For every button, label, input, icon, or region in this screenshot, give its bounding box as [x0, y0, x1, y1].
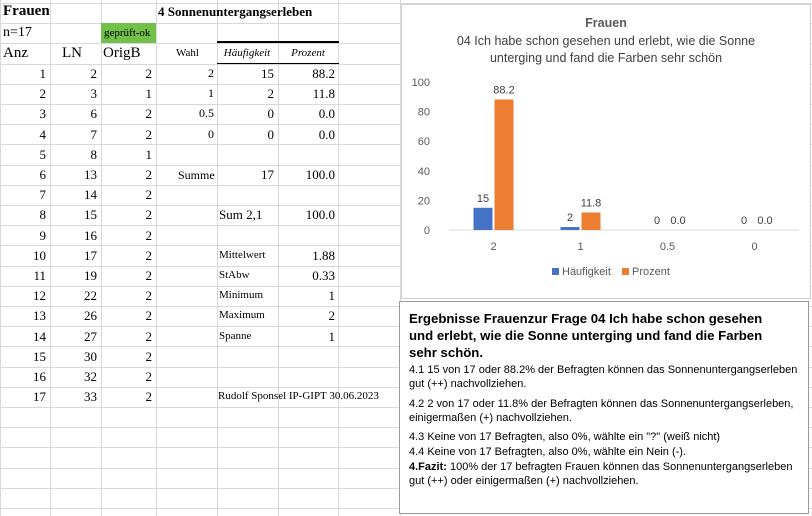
bar-prozent	[582, 213, 601, 230]
row-anz: 10	[33, 248, 46, 263]
freq-wahl: 0	[208, 127, 214, 141]
row-ln: 7	[90, 127, 97, 142]
row-ln: 2	[90, 66, 97, 81]
bar-prozent	[495, 99, 514, 230]
x-tick-label: 2	[490, 241, 497, 253]
chart-subtitle-line: 04 Ich habe schon gesehen und erlebt, wie die Sonne	[456, 34, 756, 48]
stat-label: Maximum	[219, 309, 265, 321]
result-line-2: 4.2 2 von 17 oder 11.8% der Befragten können das Sonnenuntergangserleben, einigermaßen (+) nachvollziehen.	[409, 398, 794, 424]
row-origb: 2	[145, 369, 152, 384]
row-origb: 2	[145, 268, 152, 283]
row-ln: 22	[84, 288, 97, 303]
freq-wahl: 1	[208, 86, 214, 100]
row-origb: 2	[145, 349, 152, 364]
row-anz: 16	[33, 369, 46, 384]
row-origb: 2	[145, 127, 152, 142]
results-textbox[interactable]	[399, 301, 809, 514]
stat-label: StAbw	[219, 269, 250, 281]
bar-chart	[402, 5, 810, 298]
row-ln: 14	[84, 187, 97, 202]
data-label: 0.0	[757, 215, 773, 227]
row-ln: 26	[84, 308, 97, 323]
data-label: 2	[566, 212, 574, 225]
header-wahl: Wahl	[176, 47, 199, 59]
column-gridline	[338, 0, 339, 516]
y-tick-label: 100	[411, 77, 430, 89]
freq-prozent: 88.2	[312, 66, 335, 81]
row-anz: 6	[39, 167, 46, 182]
bar-haeufigkeit	[474, 208, 493, 230]
row-ln: 13	[84, 167, 97, 182]
data-label: 11.8	[580, 197, 602, 210]
header-anz: Anz	[3, 45, 28, 61]
header-origb: OrigB	[103, 45, 141, 61]
fazit-text: 100% der 17 befragten Frauen können das Sonnenuntergangserleben gut (++) oder einigermaßen (+) nachvollziehen.	[409, 461, 793, 487]
header-ln: LN	[62, 45, 82, 61]
row-anz: 2	[39, 86, 46, 101]
row-anz: 12	[33, 288, 46, 303]
chart-subtitle-line: unterging und fand die Farben sehr schön	[489, 51, 723, 65]
header-prozent: Prozent	[291, 47, 325, 59]
row-ln: 27	[84, 329, 97, 344]
n-label: n=17	[3, 25, 32, 40]
freq-prozent: 11.8	[312, 86, 335, 101]
result-line-3: 4.3 Keine von 17 Befragten, also 0%, wählte ein "?" (weiß nicht)	[409, 431, 721, 443]
freq-prozent: 0.0	[318, 106, 335, 121]
y-tick-label: 20	[417, 195, 430, 208]
stat-value: 2	[328, 308, 335, 323]
row-origb: 2	[145, 389, 152, 404]
row-anz: 4	[39, 127, 46, 142]
stat-value: 1	[328, 288, 335, 303]
sum21-prozent: 100.0	[305, 207, 335, 222]
row-ln: 19	[84, 268, 97, 283]
data-label: 15	[476, 192, 490, 205]
y-tick-label: 80	[417, 106, 430, 119]
y-tick-label: 40	[417, 165, 430, 178]
row-anz: 3	[39, 106, 46, 121]
row-origb: 2	[145, 288, 152, 303]
sheet-title: Frauen	[3, 3, 50, 19]
row-anz: 1	[39, 66, 46, 81]
freq-wahl: 2	[208, 66, 214, 80]
row-origb: 1	[145, 86, 152, 101]
row-origb: 2	[145, 207, 152, 222]
checked-label: geprüft-ok	[104, 27, 151, 39]
row-ln: 15	[84, 207, 97, 222]
row-origb: 2	[145, 187, 152, 202]
legend-label: Prozent	[632, 266, 670, 278]
summe-haeufigkeit: 17	[261, 167, 274, 182]
row-origb: 2	[145, 167, 152, 182]
chart-title: Frauen	[585, 16, 627, 30]
stat-label: Minimum	[219, 289, 264, 301]
freq-haeufigkeit: 15	[261, 66, 274, 81]
summe-label: Summe	[178, 168, 215, 182]
stat-label: Spanne	[219, 330, 252, 342]
header-top-border	[217, 41, 339, 43]
chart-panel[interactable]	[401, 4, 811, 299]
x-tick-label: 1	[577, 241, 584, 253]
row-anz: 15	[33, 349, 46, 364]
result-line-4: 4.4 Keine von 17 Befragten, also 0%, wählte ein Nein (-).	[409, 446, 686, 458]
author-note: Rudolf Sponsel IP-GIPT 30.06.2023	[218, 390, 379, 402]
row-origb: 2	[145, 228, 152, 243]
row-origb: 2	[145, 106, 152, 121]
data-label: 0	[653, 215, 661, 227]
row-ln: 6	[90, 106, 97, 121]
row-ln: 3	[90, 86, 97, 101]
result-line-1: 4.1 15 von 17 oder 88.2% der Befragten können das Sonnenuntergangserleben gut (++) nachvollziehen.	[409, 364, 798, 390]
freq-haeufigkeit: 0	[267, 127, 274, 142]
sum21-label: Sum 2,1	[219, 207, 263, 222]
x-tick-label: 0.5	[659, 241, 676, 253]
row-anz: 13	[33, 308, 46, 323]
bar-haeufigkeit	[561, 227, 580, 230]
row-anz: 8	[39, 207, 46, 222]
row-anz: 7	[39, 187, 46, 202]
freq-prozent: 0.0	[318, 127, 335, 142]
row-ln: 30	[84, 349, 97, 364]
row-origb: 2	[145, 248, 152, 263]
row-origb: 1	[145, 147, 152, 162]
data-label: 0	[740, 215, 748, 227]
row-ln: 17	[84, 248, 97, 263]
row-ln: 8	[90, 147, 97, 162]
legend-label: Häufigkeit	[562, 266, 611, 278]
y-tick-label: 0	[423, 225, 430, 237]
row-anz: 9	[39, 228, 46, 243]
row-anz: 14	[33, 329, 46, 344]
row-anz: 17	[33, 389, 46, 404]
row-ln: 16	[84, 228, 97, 243]
stat-value: 0.33	[312, 268, 335, 283]
results-heading: Ergebnisse Frauenzur Frage 04 Ich habe schon gesehen und erlebt, wie die Sonne unterging und fand die Farben sehr schön.	[409, 311, 763, 360]
row-origb: 2	[145, 66, 152, 81]
row-anz: 5	[39, 147, 46, 162]
stat-value: 1.88	[312, 248, 335, 263]
stat-value: 1	[328, 329, 335, 344]
header-haeufigkeit: Häufigkeit	[223, 47, 271, 59]
sheet-subtitle: 4 Sonnenuntergangserleben	[158, 4, 313, 19]
y-tick-label: 60	[417, 136, 430, 149]
header-bottom-border	[217, 63, 339, 64]
stat-label: Mittelwert	[219, 249, 266, 261]
row-ln: 32	[84, 369, 97, 384]
freq-haeufigkeit: 0	[267, 106, 274, 121]
fazit-line	[409, 460, 801, 488]
summe-prozent: 100.0	[305, 167, 335, 182]
x-tick-label: 0	[751, 241, 758, 253]
fazit-label: 4.Fazit:	[409, 461, 447, 473]
row-anz: 11	[33, 268, 46, 283]
legend-swatch	[552, 268, 559, 275]
row-ln: 33	[84, 389, 97, 404]
freq-wahl: 0.5	[199, 106, 214, 120]
freq-haeufigkeit: 2	[267, 86, 274, 101]
row-origb: 2	[145, 308, 152, 323]
legend-swatch	[622, 268, 629, 275]
data-label: 88.2	[493, 84, 515, 97]
data-label: 0.0	[670, 215, 686, 227]
row-origb: 2	[145, 329, 152, 344]
